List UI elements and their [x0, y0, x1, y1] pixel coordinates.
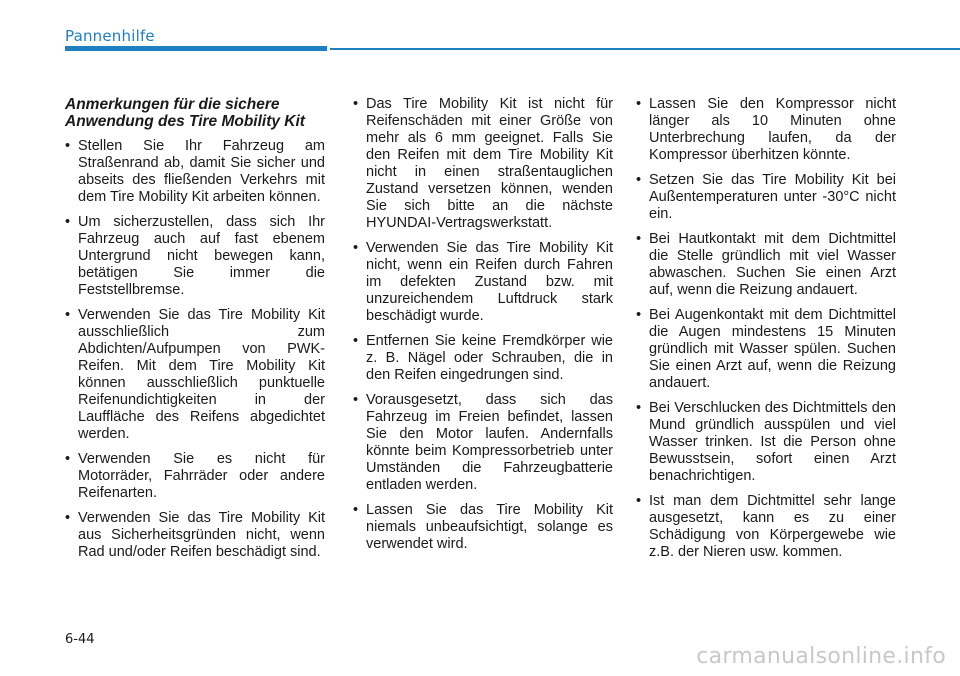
list-item: • Bei Augenkontakt mit dem Dichtmittel die Augen mindestens 15 Minuten gründlich mit Wasser spülen. Suchen Sie einen Arzt auf, wenn die Reizung andauert.	[636, 307, 896, 392]
list-item: • Entfernen Sie keine Fremdkörper wie z. B. Nägel oder Schrauben, die in den Reifen eingedrungen sind.	[353, 333, 613, 384]
list-item: • Verwenden Sie das Tire Mobility Kit aus Sicherheitsgründen nicht, wenn Rad und/oder Reifen beschädigt sind.	[65, 510, 325, 561]
list-item: • Ist man dem Dichtmittel sehr lange ausgesetzt, kann es zu einer Schädigung von Körpergewebe wie z.B. der Nieren usw. kommen.	[636, 493, 896, 561]
page-number: 6-44	[65, 632, 95, 647]
safety-notes-heading: Anmerkungen für die sichere Anwendung des Tire Mobility Kit	[65, 96, 305, 130]
header-rule-thin	[330, 48, 960, 50]
section-title: Pannenhilfe	[65, 27, 155, 45]
bullet-list-col3	[636, 96, 896, 561]
column-1	[65, 96, 325, 569]
bullet-list-col2	[353, 96, 613, 553]
column-3	[636, 96, 896, 569]
header-rule-thick	[65, 46, 327, 51]
list-item: • Verwenden Sie es nicht für Motorräder, Fahrräder oder andere Reifenarten.	[65, 451, 325, 502]
list-item: • Vorausgesetzt, dass sich das Fahrzeug im Freien befindet, lassen Sie den Motor laufen. Andernfalls könnte beim Kompressorbetrieb unter Umständen die Fahrzeugbatterie entladen werden.	[353, 392, 613, 494]
list-item: • Bei Verschlucken des Dichtmittels den Mund gründlich ausspülen und viel Wasser trinken. Ist die Person ohne Bewusstsein, sofort einen Arzt benachrichtigen.	[636, 400, 896, 485]
list-item: • Lassen Sie das Tire Mobility Kit niemals unbeaufsichtigt, solange es verwendet wird.	[353, 502, 613, 553]
list-item: • Setzen Sie das Tire Mobility Kit bei Außentemperaturen unter -30°C nicht ein.	[636, 172, 896, 223]
list-item: • Verwenden Sie das Tire Mobility Kit nicht, wenn ein Reifen durch Fahren im defekten Zustand bzw. mit unzureichendem Luftdruck stark beschädigt wurde.	[353, 240, 613, 325]
list-item: • Stellen Sie Ihr Fahrzeug am Straßenrand ab, damit Sie sicher und abseits des fließenden Verkehrs mit dem Tire Mobility Kit arbeiten können.	[65, 138, 325, 206]
list-item: • Um sicherzustellen, dass sich Ihr Fahrzeug auch auf fast ebenem Untergrund nicht bewegen kann, betätigen Sie immer die Feststellbremse.	[65, 214, 325, 299]
list-item: • Bei Hautkontakt mit dem Dichtmittel die Stelle gründlich mit viel Wasser abwaschen. Suchen Sie einen Arzt auf, wenn die Reizung andauert.	[636, 231, 896, 299]
list-item: • Lassen Sie den Kompressor nicht länger als 10 Minuten ohne Unterbrechung laufen, da der Kompressor überhitzen könnte.	[636, 96, 896, 164]
list-item: • Verwenden Sie das Tire Mobility Kit ausschließlich zum Abdichten/Aufpumpen von PWK-Reifen. Mit dem Tire Mobility Kit können ausschließlich punktuelle Reifenundichtigkeiten in der Lauffläche des Reifens abgedichtet werden.	[65, 307, 325, 443]
list-item: • Das Tire Mobility Kit ist nicht für Reifenschäden mit einer Größe von mehr als 6 mm geeignet. Falls Sie den Reifen mit dem Tire Mobility Kit nicht in einen straßentauglichen Zustand versetzen können, wenden Sie sich bitte an die nächste HYUNDAI-Vertragswerkstatt.	[353, 96, 613, 232]
column-2	[353, 96, 613, 561]
bullet-list-col1	[65, 138, 325, 561]
watermark: carmanualsonline.info	[696, 644, 946, 669]
